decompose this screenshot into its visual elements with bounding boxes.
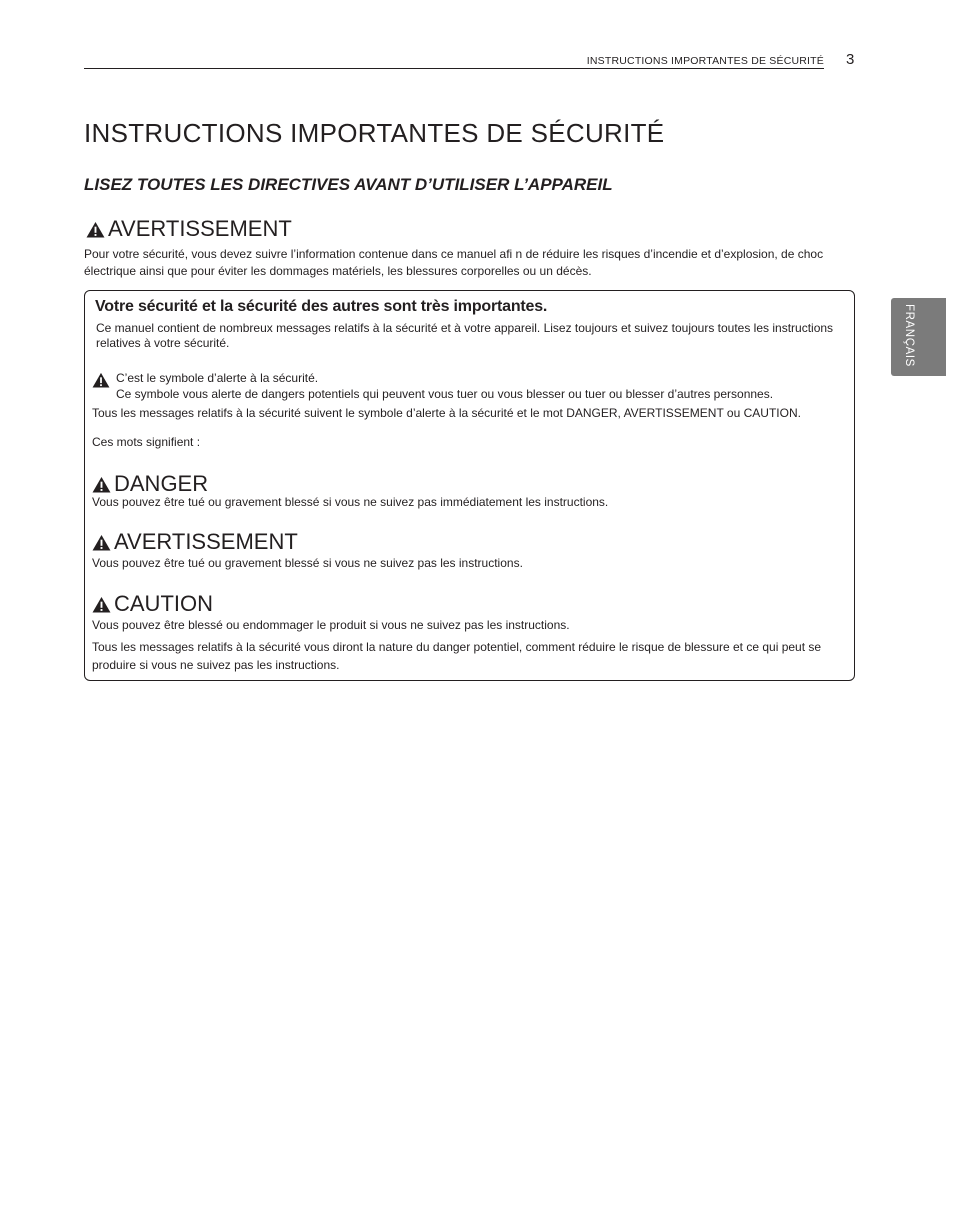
page-number: 3	[846, 51, 855, 68]
warning-text: Pour votre sécurité, vous devez suivre l’information contenue dans ce manuel afi n de réduire les risques d’incendie et d’explosion, de choc électrique ainsi que pour éviter les dommages matériels, les blessures corporelles ou un décès.	[84, 247, 824, 278]
header-rule	[84, 68, 824, 69]
danger-heading	[92, 471, 208, 497]
caution-heading	[92, 591, 213, 617]
warning-heading	[86, 216, 292, 242]
warning-triangle-icon	[92, 596, 111, 613]
caution-label: CAUTION	[114, 591, 213, 616]
safety-box-intro: Ce manuel contient de nombreux messages relatifs à la sécurité et à votre appareil. Lisez toujours et suivez toujours toutes les instructions relatives à votre sécurité.	[96, 321, 834, 350]
language-tab-label: FRANÇAIS	[903, 304, 915, 367]
warning-triangle-icon	[86, 221, 105, 238]
language-tab	[891, 298, 946, 376]
symbol-line-2: Ce symbole vous alerte de dangers potentiels qui peuvent vous tuer ou vous blesser ou tuer ou blesser d’autres personnes.	[116, 387, 774, 401]
danger-description: Vous pouvez être tué ou gravement blessé si vous ne suivez pas immédiatement les instructions.	[92, 495, 609, 509]
alert-symbol-explanation	[92, 370, 857, 402]
safety-box-title: Votre sécurité et la sécurité des autres sont très importantes.	[95, 298, 548, 315]
warning-heading-label: AVERTISSEMENT	[108, 216, 292, 241]
warning-triangle-icon	[92, 372, 110, 388]
avertissement-heading	[92, 529, 298, 555]
page-subtitle: LISEZ TOUTES LES DIRECTIVES AVANT D’UTILISER L’APPAREIL	[84, 175, 613, 194]
closing-text: Tous les messages relatifs à la sécurité vous diront la nature du danger potentiel, comment réduire le risque de blessure et ce qui peut se produire si vous ne suivez pas les instructions.	[92, 640, 822, 672]
words-mean-text: Ces mots signifient :	[92, 435, 201, 449]
avertissement-description: Vous pouvez être tué ou gravement blessé si vous ne suivez pas les instructions.	[92, 556, 523, 570]
caution-description: Vous pouvez être blessé ou endommager le produit si vous ne suivez pas les instructions.	[92, 618, 570, 632]
safety-info-box	[84, 290, 855, 681]
avertissement-label: AVERTISSEMENT	[114, 529, 298, 554]
all-messages-text: Tous les messages relatifs à la sécurité suivent le symbole d’alerte à la sécurité et le mot DANGER, AVERTISSEMENT ou CAUTION.	[92, 406, 801, 420]
danger-label: DANGER	[114, 471, 209, 496]
warning-triangle-icon	[92, 534, 111, 551]
running-header-title: INSTRUCTIONS IMPORTANTES DE SÉCURITÉ	[586, 55, 824, 67]
symbol-line-1: C’est le symbole d’alerte à la sécurité.	[116, 371, 319, 385]
warning-triangle-icon	[92, 476, 111, 493]
page-title: INSTRUCTIONS IMPORTANTES DE SÉCURITÉ	[84, 118, 665, 148]
